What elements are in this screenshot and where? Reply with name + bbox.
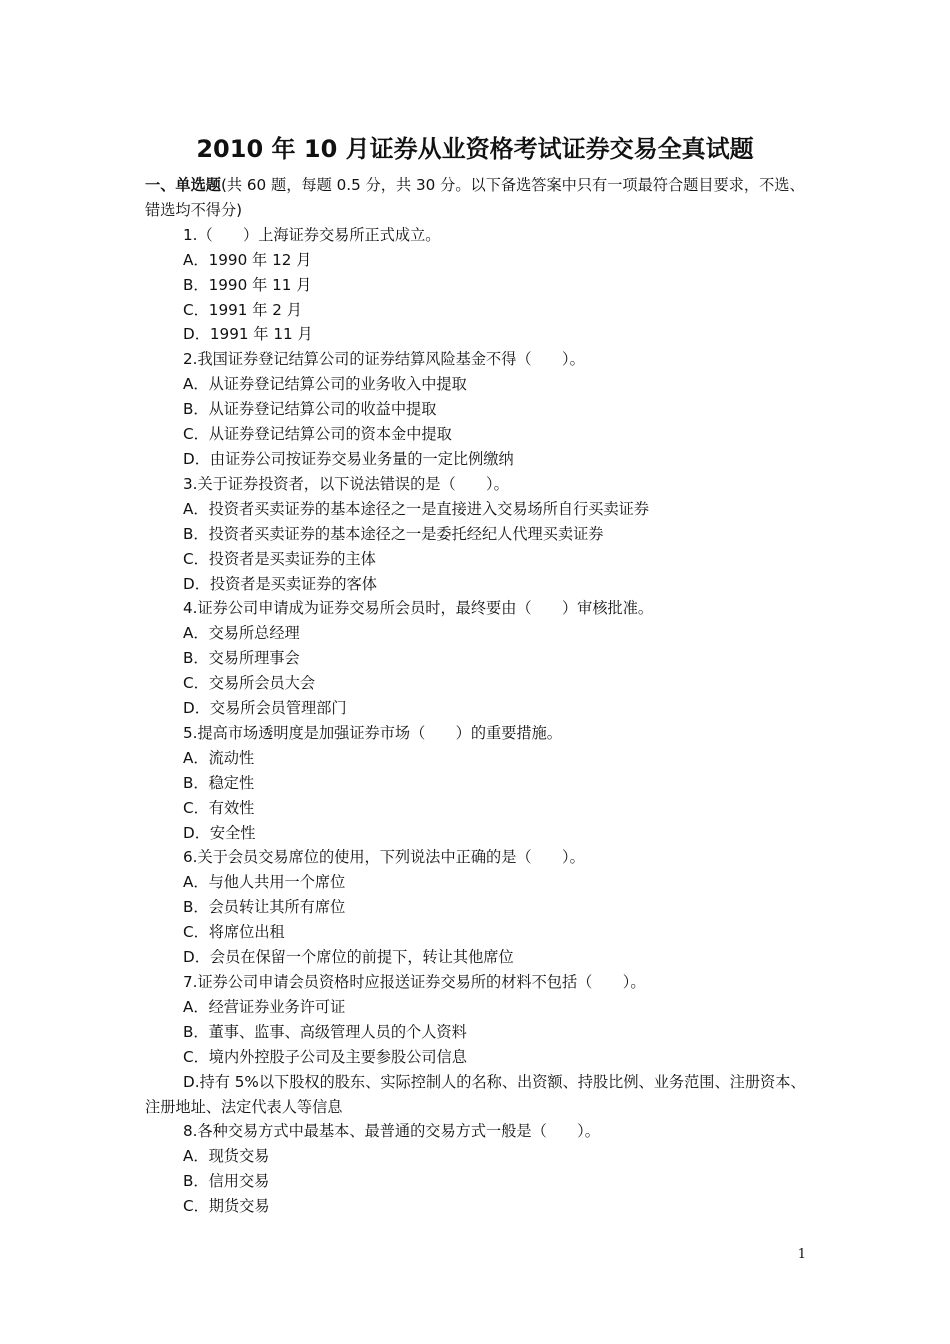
question-stem: 1.（ ）上海证券交易所正式成立。 [183,225,441,244]
option-a: A．流动性 [183,748,255,767]
option-d: D．由证券公司按证券交易业务量的一定比例缴纳 [183,449,514,468]
option-c: C．有效性 [183,798,255,817]
option-a: A．从证券登记结算公司的业务收入中提取 [183,375,467,394]
question-4 [145,596,810,721]
section-header [145,173,810,223]
option-b: B．会员转让其所有席位 [183,898,346,917]
option-b: B．投资者买卖证券的基本途径之一是委托经纪人代理买卖证券 [183,524,604,543]
option-c: C．1991 年 2 月 [183,300,302,319]
exam-content [145,173,810,1219]
option-d: D．1991 年 11 月 [183,325,313,344]
section-instructions: (共 60 题，每题 0.5 分，共 30 分。以下备选答案中只有一项最符合题目要求，不选、错选均不得分) [145,176,805,219]
option-d: D.持有 5%以下股权的股东、实际控制人的名称、出资额、持股比例、业务范围、注册资本、注册地址、法定代表人等信息 [145,1072,806,1116]
question-stem: 6.关于会员交易席位的使用，下列说法中正确的是（ ）。 [183,848,585,867]
option-b: B．董事、监事、高级管理人员的个人资料 [183,1022,467,1041]
option-d: D．会员在保留一个席位的前提下，转让其他席位 [183,948,514,967]
question-7 [145,970,810,1119]
question-stem: 8.各种交易方式中最基本、最普通的交易方式一般是（ ）。 [183,1122,600,1141]
option-d: D．交易所会员管理部门 [183,699,347,718]
option-d: D．投资者是买卖证券的客体 [183,574,377,593]
question-stem: 2.我国证券登记结算公司的证券结算风险基金不得（ ）。 [183,350,585,369]
option-c: C．将席位出租 [183,923,285,942]
option-a: A．与他人共用一个席位 [183,873,346,892]
question-1 [145,223,810,348]
option-b: B．稳定性 [183,773,255,792]
option-a: A．1990 年 12 月 [183,250,312,269]
section-lead: 一、单选题 [145,176,221,194]
option-d: D．安全性 [183,823,256,842]
option-c: C．境内外控股子公司及主要参股公司信息 [183,1047,467,1066]
option-c: C．期货交易 [183,1197,270,1216]
option-a: A．现货交易 [183,1147,270,1166]
question-2 [145,347,810,472]
question-stem: 3.关于证券投资者，以下说法错误的是（ ）。 [183,474,509,493]
question-stem: 4.证券公司申请成为证券交易所会员时，最终要由（ ）审核批准。 [183,599,654,618]
question-5 [145,721,810,846]
option-b: B．从证券登记结算公司的收益中提取 [183,400,437,419]
option-a: A．投资者买卖证券的基本途径之一是直接进入交易场所自行买卖证券 [183,499,650,518]
option-a: A．交易所总经理 [183,624,300,643]
option-b: B．信用交易 [183,1172,270,1191]
question-3 [145,472,810,597]
option-b: B．交易所理事会 [183,649,300,668]
question-stem: 5.提高市场透明度是加强证券市场（ ）的重要措施。 [183,723,562,742]
page-number: 1 [797,1247,806,1262]
option-c: C．从证券登记结算公司的资本金中提取 [183,425,452,444]
option-a: A．经营证券业务许可证 [183,997,346,1016]
option-c: C．投资者是买卖证券的主体 [183,549,376,568]
question-6 [145,845,810,970]
option-b: B．1990 年 11 月 [183,275,312,294]
page-title: 2010 年 10 月证券从业资格考试证券交易全真试题 [196,135,754,163]
question-stem: 7.证券公司申请会员资格时应报送证券交易所的材料不包括（ ）。 [183,973,646,991]
option-c: C．交易所会员大会 [183,674,316,693]
question-8 [145,1119,810,1219]
